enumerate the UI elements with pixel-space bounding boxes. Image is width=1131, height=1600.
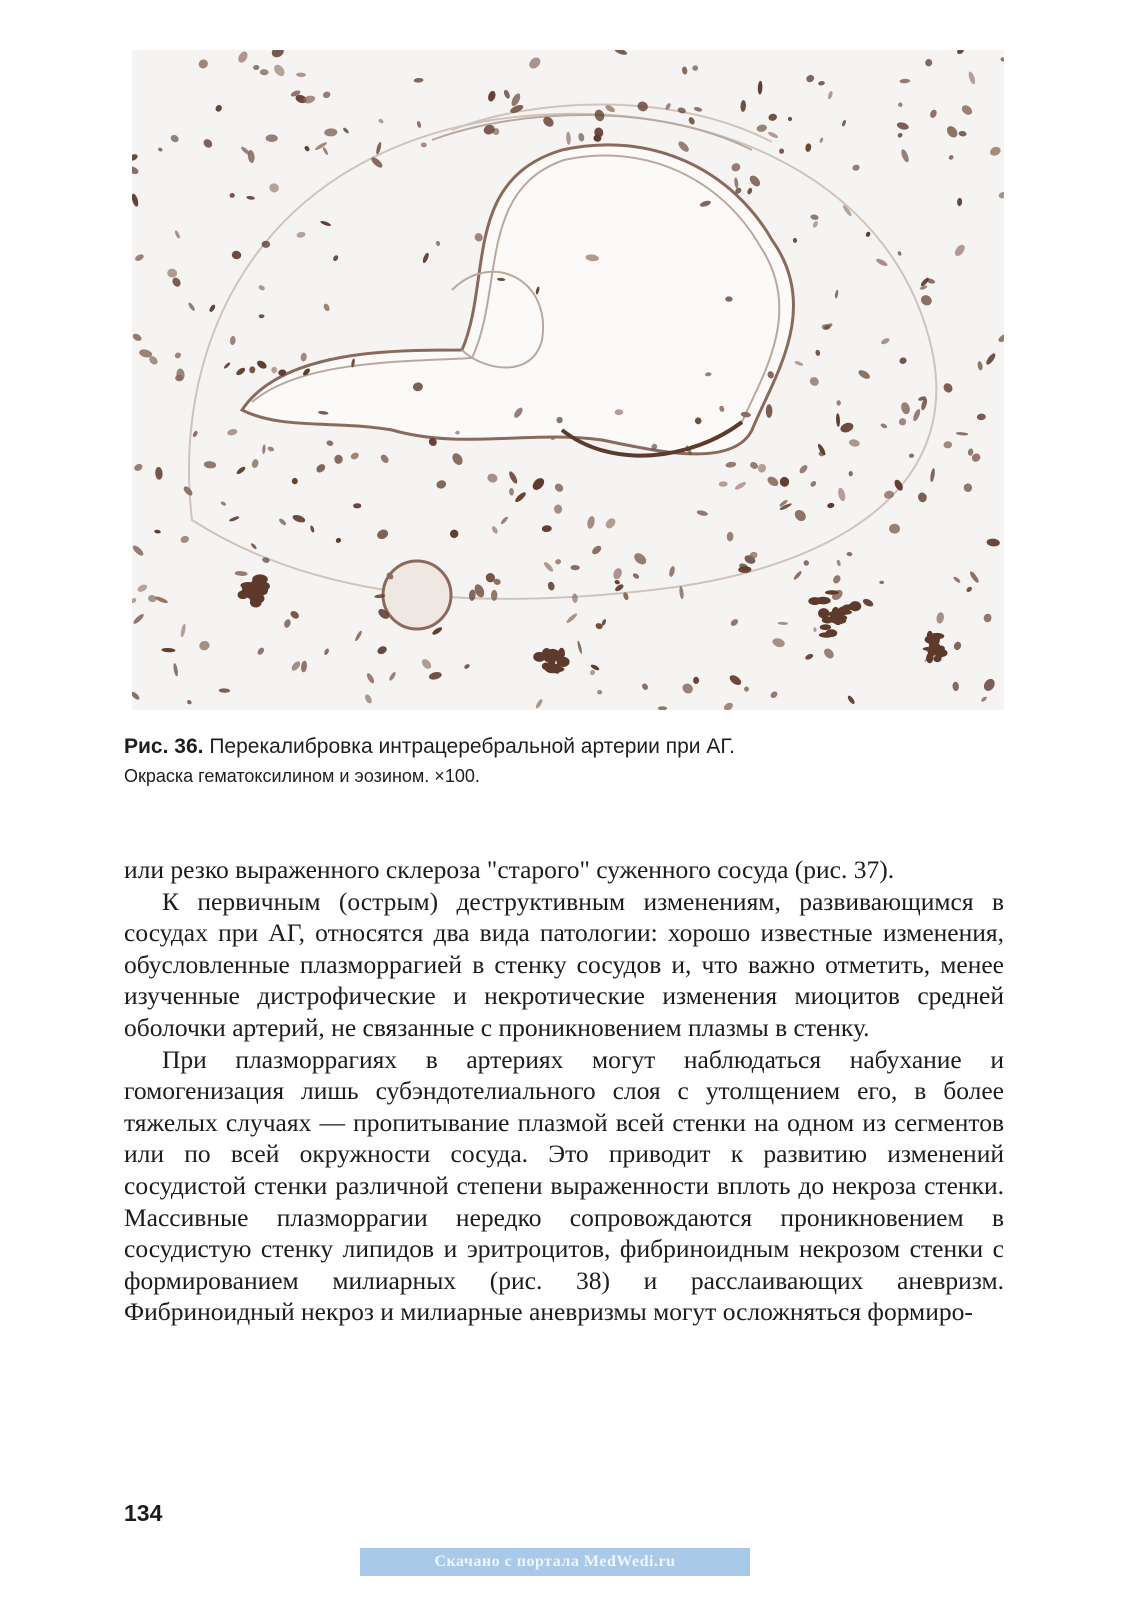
figure-caption (124, 732, 1004, 790)
stained-nucleus (544, 657, 550, 662)
stained-nucleus (825, 590, 839, 594)
histology-micrograph (132, 50, 1004, 710)
stained-nucleus (175, 375, 183, 382)
body-text (124, 854, 1004, 1328)
stained-nucleus (822, 617, 833, 624)
page-number: 134 (124, 1500, 163, 1526)
stained-nucleus (766, 404, 773, 418)
stained-nucleus (820, 624, 831, 630)
stained-nucleus (933, 656, 941, 663)
stained-nucleus (813, 627, 816, 632)
stained-nucleus (932, 634, 940, 639)
micrograph-image (132, 50, 1004, 710)
stained-nucleus (615, 409, 624, 415)
paragraph: К первичным (острым) деструктивным изменениям, развивающимся в сосудах при АГ, относятся два вида патологии: хорошо известные изменения, обусловленные плазморрагией в стенку сосудов и, что важно отметить, менее изученные дистрофические и некротические изменения миоцитов средней оболочки артерий, не связанные с проникновением плазмы в стенку. (124, 886, 1004, 1042)
stained-nucleus (292, 478, 298, 484)
figure-label: Рис. 36. (124, 735, 204, 758)
stained-nucleus (259, 582, 270, 591)
paragraph: или резко выраженного склероза "старого" суженного сосуда (рис. 37). (124, 855, 895, 884)
stained-nucleus (547, 649, 558, 658)
stained-nucleus (838, 606, 849, 615)
download-watermark[interactable]: Скачано с портала MedWedi.ru (360, 1548, 750, 1576)
stained-nucleus (816, 597, 831, 605)
paragraph: При плазморрагиях в артериях могут наблюдаться набухание и гомогенизация лишь субэндотелиального слоя с утолщением его, в более тяжелых случаях — пропитывание плазмой всей стенки на одном из сегментов или по всей окружности сосуда. Это приводит к развитию изменений сосудистой стенки различной степени выраженности вплоть до некроза стенки. Массивные плазморрагии нередко сопровождаются проникновением в сосудистую стенку липидов и эритроцитов, фибриноидным некрозом стенки с формированием милиарных (рис. 38) и расслаивающих аневризм. Фибриноидный некроз и милиарные аневризмы могут осложняться формиро- (124, 1044, 1004, 1327)
caption-title-line (124, 732, 1004, 762)
figure-title: Перекалибровка интрацеребральной артерии при АГ. (209, 735, 735, 758)
stained-nucleus (262, 241, 271, 248)
stained-nucleus (550, 666, 564, 672)
stained-nucleus (247, 593, 260, 599)
stained-nucleus (938, 646, 945, 652)
figure-subtitle: Окраска гематоксилином и эозином. ×100. (124, 766, 480, 786)
stained-nucleus (849, 601, 861, 611)
stained-nucleus (819, 632, 834, 637)
stained-nucleus (533, 652, 545, 662)
stained-nucleus (923, 647, 938, 651)
